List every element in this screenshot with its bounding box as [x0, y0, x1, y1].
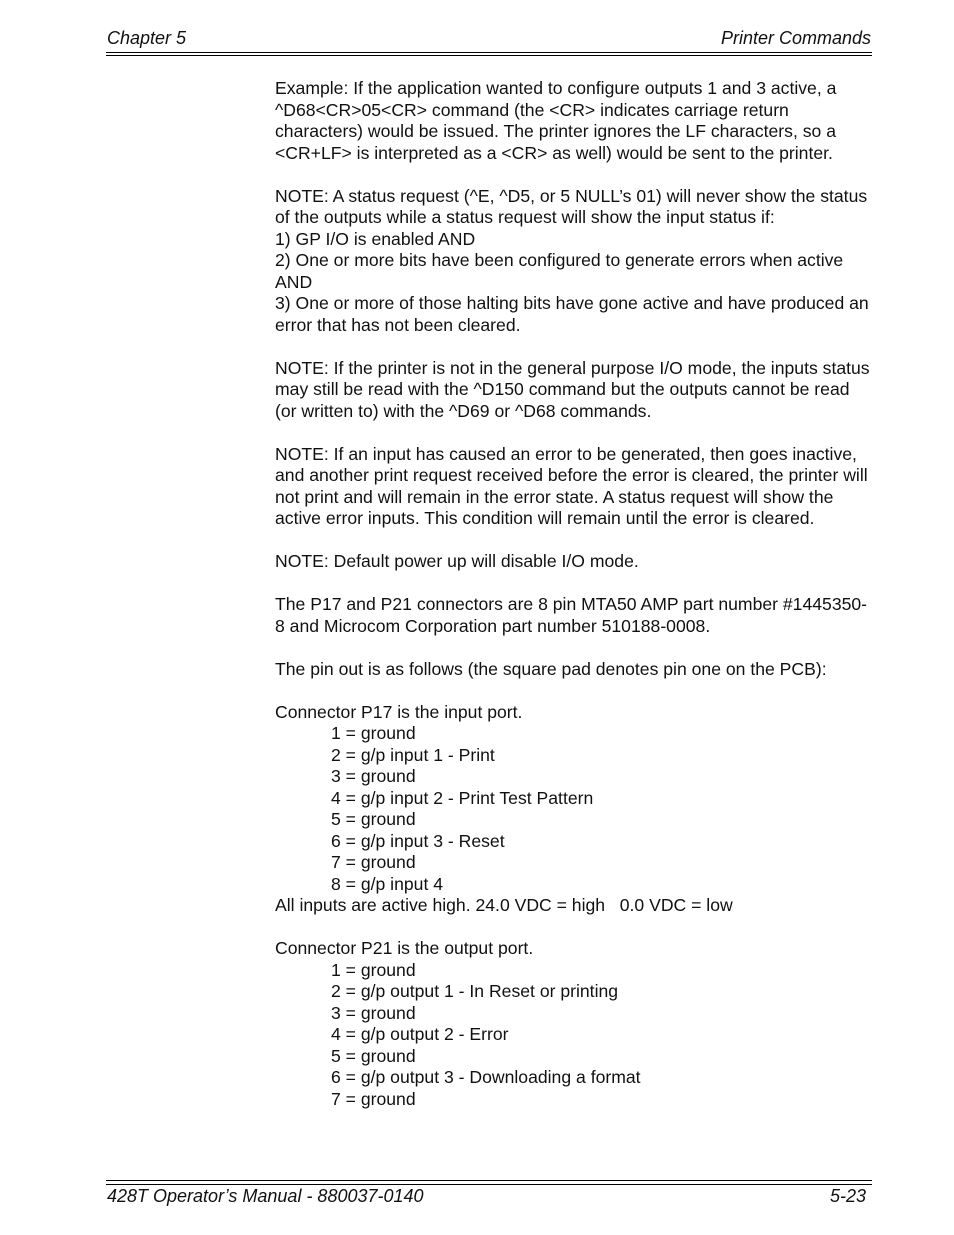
p17-voltage-note: All inputs are active high. 24.0 VDC = high 0.0 VDC = low [275, 895, 733, 915]
pinout-paragraph: The pin out is as follows (the square pad denotes pin one on the PCB): [275, 658, 827, 679]
pin-item: 4 = g/p output 2 - Error [331, 1024, 509, 1044]
status-note-intro: NOTE: A status request (^E, ^D5, or 5 NULL’s 01) will never show the status of the outputs while a status request will show the input status if: [275, 185, 868, 227]
example-paragraph: Example: If the application wanted to configure outputs 1 and 3 active, a ^D68<CR>05<CR> command (the <CR> indicates carriage return characters) would be issued. The printer ignores the LF characters, so a <CR+LF> is interpreted as a <CR> as well) would be sent to the printer. [275, 78, 837, 163]
manual-title: 428T Operator’s Manual - 880037-0140 [107, 1186, 424, 1206]
pin-item: 4 = g/p input 2 - Print Test Pattern [331, 787, 594, 808]
status-note-item: 3) One or more of those halting bits have gone active and have produced an error that has not been cleared. [275, 293, 869, 335]
section-title: Printer Commands [720, 28, 871, 48]
pin-item: 2 = g/p output 1 - In Reset or printing [331, 981, 619, 1001]
p21-title: Connector P21 is the output port. [275, 938, 534, 958]
pin-item: 3 = ground [331, 766, 416, 786]
pin-item: 8 = g/p input 4 [331, 873, 444, 894]
pin-item: 1 = ground [331, 723, 416, 743]
default-power-note: NOTE: Default power up will disable I/O mode. [275, 551, 639, 571]
pin-item: 1 = ground [331, 959, 416, 980]
p17-title: Connector P17 is the input port. [275, 701, 523, 722]
status-note-item: 2) One or more bits have been configured to generate errors when active AND [275, 250, 844, 292]
page-footer [106, 1180, 872, 1211]
pin-item: 5 = ground [331, 1045, 416, 1066]
p17-pin-list [275, 723, 875, 895]
pin-item: 5 = ground [331, 809, 416, 829]
page-body [275, 78, 875, 1110]
pin-item: 7 = ground [331, 852, 416, 872]
p17-section [275, 702, 875, 917]
connectors-paragraph: The P17 and P21 connectors are 8 pin MTA50 AMP part number #1445350-8 and Microcom Corporation part number 510188-0008. [275, 594, 868, 636]
pin-item: 6 = g/p output 3 - Downloading a format [331, 1067, 641, 1087]
error-input-note: NOTE: If an input has caused an error to be generated, then goes inactive, and another print request received before the error is cleared, the printer will not print and will remain in the error state. A status request will show the active error inputs. This condition will remain until the error is cleared. [275, 443, 868, 528]
pin-item: 7 = ground [331, 1088, 416, 1109]
io-mode-note: NOTE: If the printer is not in the general purpose I/O mode, the inputs status may still be read with the ^D150 command but the outputs cannot be read (or written to) with the ^D69 or ^D68 commands. [275, 357, 870, 421]
pin-item: 3 = ground [331, 1002, 416, 1023]
chapter-label: Chapter 5 [107, 28, 187, 48]
status-note-item: 1) GP I/O is enabled AND [275, 228, 476, 249]
pin-item: 6 = g/p input 3 - Reset [331, 830, 505, 851]
status-note [275, 186, 875, 337]
p21-section [275, 938, 875, 1110]
pin-item: 2 = g/p input 1 - Print [331, 744, 495, 765]
page-number: 5-23 [829, 1186, 866, 1206]
page-header [106, 26, 872, 53]
p21-pin-list [275, 960, 875, 1111]
